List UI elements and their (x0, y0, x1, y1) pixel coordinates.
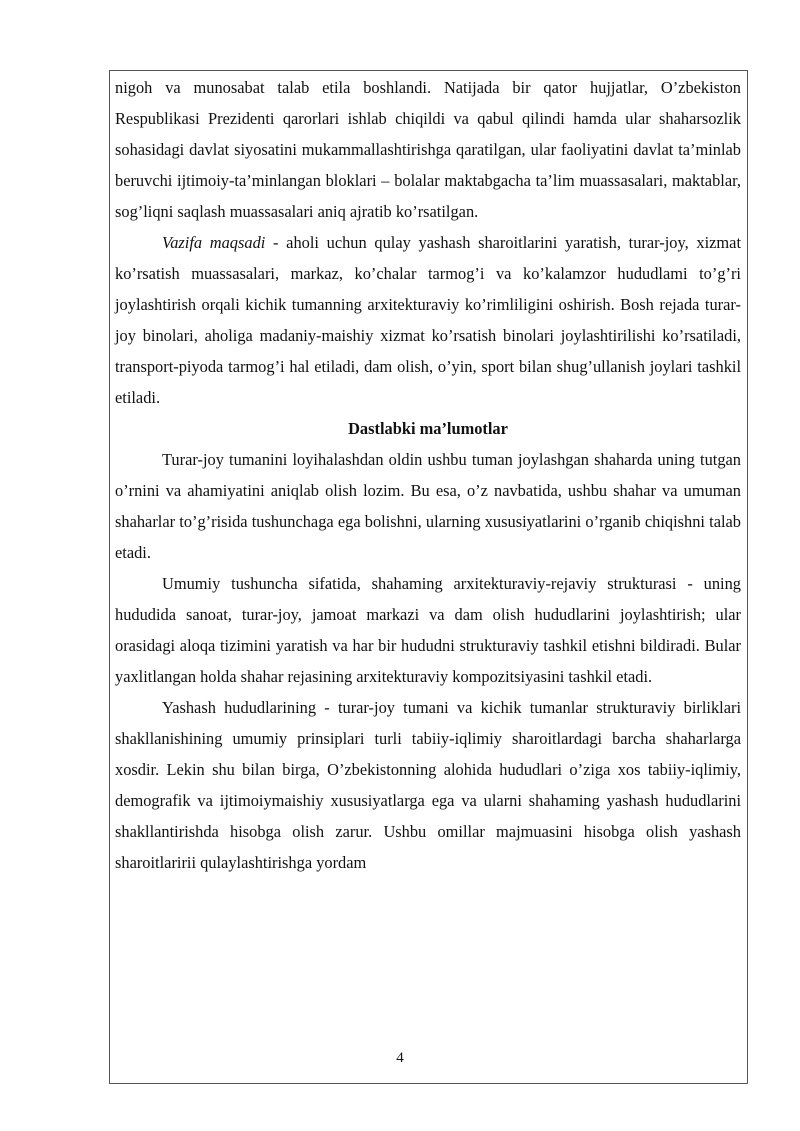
paragraph-section-1: Turar-joy tumanini loyihalashdan oldin ushbu tuman joylashgan shaharda uning tutgan o’rnini va ahamiyatini aniqlab olish lozim. Bu esa, o’z navbatida, ushbu shahar va umuman shaharlar to’g’risida tushunchaga ega bolishni, ularning xususiyatlarini o’rganib chiqishni talab etadi. (115, 450, 741, 562)
document-body (115, 72, 741, 878)
paragraph-continuation: nigoh va munosabat talab etila boshlandi. Natijada bir qator hujjatlar, O’zbekiston Respublikasi Prezidenti qarorlari ishlab chiqildi va qabul qilindi hamda ular shaharsozlik sohasidagi davlat siyosatini mukammallashtirishga qaratilgan, ular faoliyatini davlat ta’minlab beruvchi ijtimoiy-ta’minlangan bloklari – bolalar maktabgacha ta’lim muassasalari, maktablar, sog’liqni saqlash muassasalari aniq ajratib ko’rsatilgan. (115, 78, 741, 221)
page-number: 4 (396, 1050, 404, 1066)
italic-lead-term: Vazifa maqsadi (162, 233, 266, 252)
paragraph-task-goal-text: - aholi uchun qulay yashash sharoitlarini yaratish, turar-joy, xizmat ko’rsatish muassasalari, markaz, ko’chalar tarmog’i va ko’kalamzor hududlami to’g’ri joylashtirish orqali kichik tumanning arxitekturaviy ko’rimliligini oshirish. Bosh rejada turar-joy binolari, aholiga madaniy-maishiy xizmat ko’rsatish binolari joylashtirilishi ko’rsatiladi, transport-piyoda tarmog’i hal etiladi, dam olish, o’yin, sport bilan shug’ullanish joylari tashkil etiladi. (115, 233, 741, 407)
paragraph-section-3: Yashash hududlarining - turar-joy tumani va kichik tumanlar strukturaviy birliklari shakllanishining umumiy prinsiplari turli tabiiy-iqlimiy sharoitlardagi barcha shaharlarga xosdir. Lekin shu bilan birga, O’zbekistonning alohida hududlari o’ziga xos tabiiy-iqlimiy, demografik va ijtimoiymaishiy xususiyatlarga ega va ularni shahaming yashash hududlarini shakllantirishda hisobga olish zarur. Ushbu omillar majmuasini hisobga olish yashash sharoitlaririi qulaylashtirishga yordam (115, 698, 741, 872)
section-heading: Dastlabki ma’lumotlar (348, 419, 508, 438)
paragraph-section-2: Umumiy tushuncha sifatida, shahaming arxitekturaviy-rejaviy strukturasi - uning hududida sanoat, turar-joy, jamoat markazi va dam olish hududlarini joylashtirish; ular orasidagi aloqa tizimini yaratish va har bir hududni strukturaviy tashkil etishni bildiradi. Bular yaxlitlangan holda shahar rejasining arxitekturaviy kompozitsiyasini tashkil etadi. (115, 574, 741, 686)
paragraph-task-goal (115, 227, 741, 413)
